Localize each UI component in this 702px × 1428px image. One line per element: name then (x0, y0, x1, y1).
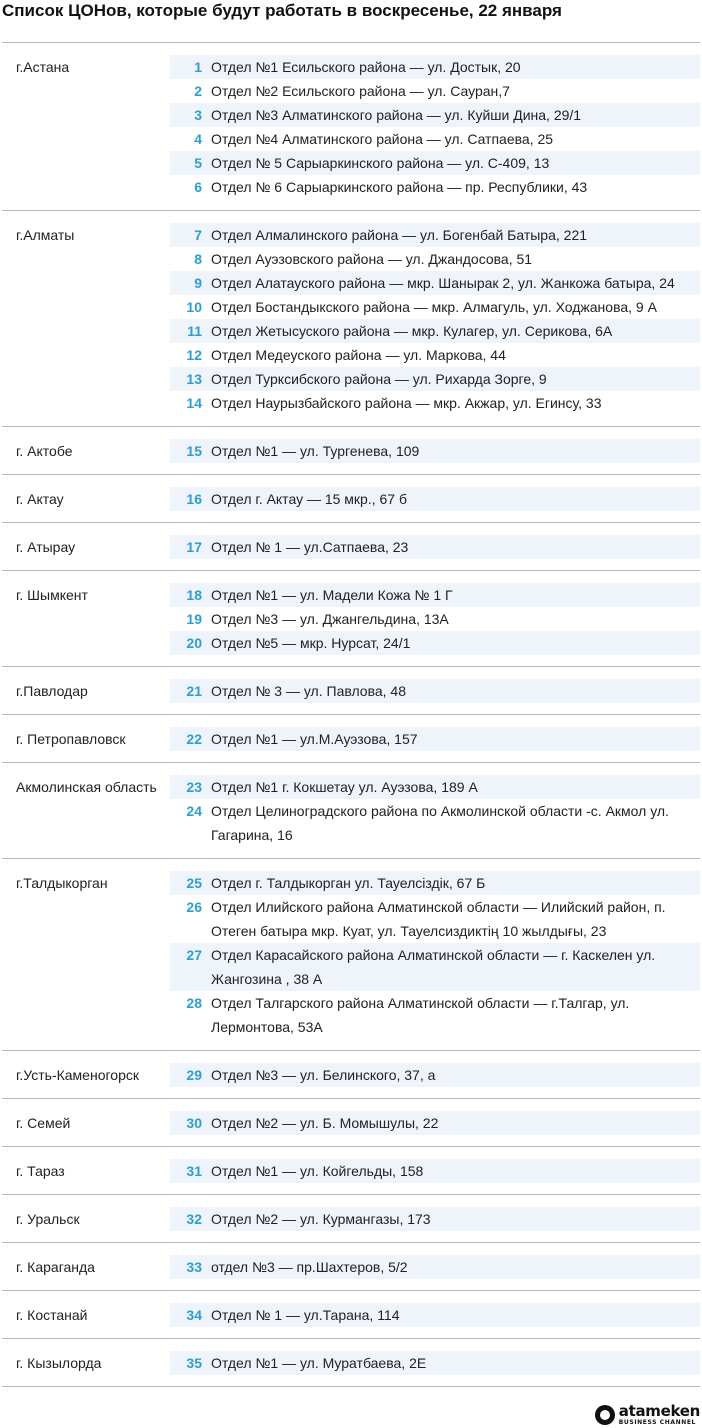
office-number: 3 (194, 107, 202, 123)
city-name: г. Петропавловск (16, 731, 126, 747)
office-address: Отдел №2 Есильского района — ул. Сауран,7 (211, 83, 510, 99)
office-row (170, 895, 700, 943)
city-group (2, 763, 700, 858)
office-address: Отдел № 1 — ул.Сатпаева, 23 (211, 539, 409, 555)
office-row (170, 223, 700, 247)
office-row (170, 991, 700, 1039)
office-address: Отдел №2 — ул. Курмангазы, 173 (211, 1211, 431, 1227)
office-number: 15 (186, 443, 202, 459)
office-row (170, 343, 700, 367)
city-group (2, 715, 700, 762)
office-address: Отдел №4 Алматинского района — ул. Сатпаева, 25 (211, 131, 554, 147)
office-address: Отдел Турксибского района — ул. Рихарда Зорге, 9 (211, 371, 547, 387)
office-list (170, 871, 700, 1039)
office-number: 25 (186, 875, 202, 891)
city-group (2, 571, 700, 666)
office-number: 10 (186, 299, 202, 315)
city-group (2, 859, 700, 1050)
city-name: г. Уральск (16, 1211, 80, 1227)
office-row (170, 535, 700, 559)
office-row (170, 319, 700, 343)
office-address: Отдел № 1 — ул.Тарана, 114 (211, 1307, 400, 1323)
office-row (170, 55, 700, 79)
office-row (170, 1159, 700, 1183)
office-number: 7 (194, 227, 202, 243)
city-name: г. Тараз (16, 1163, 65, 1179)
row-divider (2, 1386, 700, 1387)
office-list (170, 223, 700, 415)
office-number: 18 (186, 587, 202, 603)
office-row (170, 175, 700, 199)
office-list (170, 727, 700, 751)
office-address: Отдел г. Актау — 15 мкр., 67 б (211, 491, 407, 507)
office-row (170, 679, 700, 703)
office-number: 35 (186, 1355, 202, 1371)
office-row (170, 79, 700, 103)
city-name: г. Актау (16, 491, 64, 507)
office-number: 22 (186, 731, 202, 747)
office-row (170, 487, 700, 511)
city-name: г. Кызылорда (16, 1355, 102, 1371)
office-row (170, 943, 700, 991)
city-name: г. Шымкент (16, 587, 88, 603)
office-address: Отдел Карасайского района Алматинской области — г. Каскелен ул. Жангозина , 38 А (211, 947, 656, 987)
logo-subtitle: BUSINESS CHANNEL (618, 1419, 696, 1426)
city-group (2, 427, 700, 474)
office-address: Отдел Целиноградского района по Акмолинской области -с. Акмол ул. Гагарина, 16 (211, 803, 669, 843)
office-number: 4 (194, 131, 202, 147)
office-row (170, 727, 700, 751)
office-number: 32 (186, 1211, 202, 1227)
city-name: г.Павлодар (16, 683, 88, 699)
office-number: 5 (194, 155, 202, 171)
locations-table (2, 42, 700, 1387)
city-group (2, 475, 700, 522)
office-address: Отдел Бостандыкского района — мкр. Алмагуль, ул. Ходжанова, 9 А (211, 299, 657, 315)
office-address: Отдел Ауэзовского района — ул. Джандосова, 51 (211, 251, 533, 267)
office-list (170, 583, 700, 655)
office-address: Отдел №3 — ул. Джангельдина, 13А (211, 611, 449, 627)
office-row (170, 151, 700, 175)
office-number: 33 (186, 1259, 202, 1275)
office-list (170, 1111, 700, 1135)
office-number: 19 (186, 611, 202, 627)
office-number: 12 (186, 347, 202, 363)
office-list (170, 487, 700, 511)
city-name: г. Атырау (16, 539, 76, 555)
office-row (170, 391, 700, 415)
city-group (2, 1147, 700, 1194)
city-name: Акмолинская область (16, 779, 157, 795)
office-list (170, 55, 700, 199)
city-name: г. Семей (16, 1115, 71, 1131)
office-list (170, 775, 700, 847)
office-list (170, 1063, 700, 1087)
office-number: 2 (194, 83, 202, 99)
office-row (170, 799, 700, 847)
office-number: 30 (186, 1115, 202, 1131)
city-group (2, 211, 700, 426)
office-list (170, 1159, 700, 1183)
city-group (2, 1339, 700, 1386)
office-number: 11 (187, 323, 202, 339)
city-group (2, 1051, 700, 1098)
office-address: Отдел №1 — ул. Муратбаева, 2Е (211, 1355, 427, 1371)
office-address: Отдел № 3 — ул. Павлова, 48 (211, 683, 406, 699)
office-number: 17 (186, 539, 202, 555)
office-number: 13 (186, 371, 202, 387)
atameken-logo-icon (595, 1405, 615, 1425)
office-number: 16 (186, 491, 202, 507)
office-address: Отдел №1 Есильского района — ул. Достык, 20 (211, 59, 521, 75)
office-address: Отдел Талгарского района Алматинской области — г.Талгар, ул. Лермонтова, 53А (211, 995, 630, 1035)
office-list (170, 1303, 700, 1327)
office-list (170, 439, 700, 463)
office-address: Отдел г. Талдыкорган ул. Тауелсіздік, 67 Б (211, 875, 486, 891)
office-row (170, 367, 700, 391)
office-list (170, 535, 700, 559)
office-row (170, 607, 700, 631)
office-list (170, 1351, 700, 1375)
city-name: г.Астана (16, 59, 70, 75)
office-row (170, 127, 700, 151)
city-group (2, 1243, 700, 1290)
page-title: Список ЦОНов, которые будут работать в воскресенье, 22 января (2, 1, 562, 20)
office-address: Отдел №1 — ул. Тургенева, 109 (211, 443, 420, 459)
city-name: г. Костанай (16, 1307, 88, 1323)
city-name: г.Усть-Каменогорск (16, 1067, 139, 1083)
office-number: 9 (194, 275, 202, 291)
office-address: Отдел Илийского района Алматинской области — Илийский район, п. Отеген батыра мкр. Куат, ул. Тауелсиздиктің 10 жылдығы, 23 (211, 899, 666, 939)
office-address: Отдел Медеуского района — ул. Маркова, 44 (211, 347, 506, 363)
city-group (2, 667, 700, 714)
office-number: 24 (186, 803, 202, 819)
office-row (170, 247, 700, 271)
office-number: 27 (186, 947, 202, 963)
city-name: г. Актобе (16, 443, 73, 459)
office-row (170, 631, 700, 655)
office-address: Отдел №1 — ул.М.Ауэзова, 157 (211, 731, 418, 747)
office-address: Отдел №1 — ул. Койгельды, 158 (211, 1163, 424, 1179)
office-address: Отдел №2 — ул. Б. Момышулы, 22 (211, 1115, 439, 1131)
office-address: отдел №3 — пр.Шахтеров, 5/2 (211, 1259, 408, 1275)
office-number: 14 (186, 395, 202, 411)
office-number: 34 (186, 1307, 202, 1323)
office-number: 6 (194, 179, 202, 195)
office-row (170, 295, 700, 319)
office-address: Отдел №3 Алматинского района — ул. Куйши Дина, 29/1 (211, 107, 582, 123)
city-group (2, 1099, 700, 1146)
office-row (170, 1111, 700, 1135)
office-row (170, 775, 700, 799)
office-row (170, 583, 700, 607)
city-group (2, 43, 700, 210)
office-address: Отдел Алмалинского района — ул. Богенбай Батыра, 221 (211, 227, 588, 243)
logo-name: atameken (618, 1402, 700, 1420)
office-row (170, 271, 700, 295)
office-address: Отдел Алатауского района — мкр. Шанырак 2, ул. Жанкожа батыра, 24 (211, 275, 675, 291)
office-number: 31 (186, 1163, 202, 1179)
office-address: Отдел №1 — ул. Мадели Кожа № 1 Г (211, 587, 453, 603)
office-number: 26 (186, 899, 202, 915)
office-address: Отдел № 5 Сарыаркинского района — ул. С-409, 13 (211, 155, 550, 171)
office-row (170, 1207, 700, 1231)
office-number: 1 (194, 59, 202, 75)
office-number: 29 (186, 1067, 202, 1083)
office-row (170, 103, 700, 127)
office-address: Отдел № 6 Сарыаркинского района — пр. Республики, 43 (211, 179, 588, 195)
office-row (170, 439, 700, 463)
office-address: Отдел Наурызбайского района — мкр. Акжар, ул. Егинсу, 33 (211, 395, 602, 411)
office-address: Отдел №3 — ул. Белинского, 37, а (211, 1067, 436, 1083)
office-list (170, 1255, 700, 1279)
office-number: 20 (186, 635, 202, 651)
city-name: г. Караганда (16, 1259, 95, 1275)
city-group (2, 523, 700, 570)
office-number: 8 (194, 251, 202, 267)
office-row (170, 1351, 700, 1375)
office-list (170, 679, 700, 703)
city-name: г.Алматы (16, 227, 75, 243)
city-group (2, 1195, 700, 1242)
office-row (170, 871, 700, 895)
office-number: 23 (186, 779, 202, 795)
office-row (170, 1063, 700, 1087)
office-row (170, 1303, 700, 1327)
office-address: Отдел №5 — мкр. Нурсат, 24/1 (211, 635, 411, 651)
office-number: 28 (186, 995, 202, 1011)
city-name: г.Талдыкорган (16, 875, 108, 891)
office-number: 21 (186, 683, 202, 699)
city-group (2, 1291, 700, 1338)
office-list (170, 1207, 700, 1231)
office-address: Отдел №1 г. Кокшетау ул. Ауэзова, 189 А (211, 779, 478, 795)
brand-logo (595, 1404, 700, 1426)
office-address: Отдел Жетысуского района — мкр. Кулагер, ул. Серикова, 6А (211, 323, 613, 339)
office-row (170, 1255, 700, 1279)
